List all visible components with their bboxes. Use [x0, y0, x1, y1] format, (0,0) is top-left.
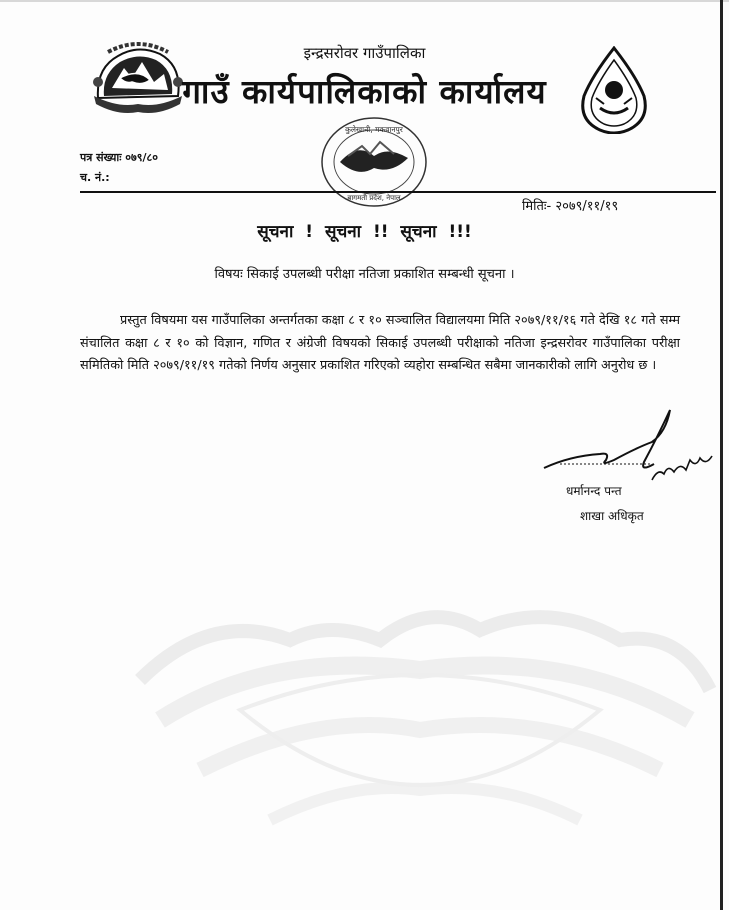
letter-date: मितिः- २०७९/११/१९	[522, 199, 619, 214]
notice-subject: विषयः सिकाई उपलब्धी परीक्षा नतिजा प्रकाशित सम्बन्धी सूचना ।	[214, 267, 515, 282]
office-title: गाउँ कार्यपालिकाको कार्यालय	[182, 72, 547, 111]
stamp-text-bottom: बागमती प्रदेश, नेपाल	[347, 194, 401, 202]
signatory-name: धर्मानन्द पन्त	[566, 484, 622, 498]
scan-right-edge	[720, 0, 723, 910]
signatory-title: शाखा अधिकृत	[580, 509, 644, 523]
handwritten-signature	[540, 402, 720, 482]
municipality-logo-icon	[574, 46, 654, 134]
letter-number: पत्र संख्याः ०७९/८०	[80, 151, 158, 164]
notice-heading: सूचना ! सूचना !! सूचना !!!	[257, 222, 472, 242]
scan-top-edge	[0, 0, 729, 2]
header-divider	[80, 191, 716, 193]
dispatch-number: च. नं.:	[80, 171, 110, 184]
office-stamp	[318, 112, 430, 210]
watermark-seal	[120, 580, 720, 890]
stamp-text-top: कुलेखानी, मकवानपुर	[345, 125, 403, 134]
notice-body: प्रस्तुत विषयमा यस गाउँपालिका अन्तर्गतका कक्षा ८ र १० सञ्चालित विद्यालयमा मिति २०७९/११/१६ गते देखि १८ गते सम्म संचालित कक्षा ८ र १० को विज्ञान, गणित र अंग्रेजी विषयको सिकाई उपलब्धी परीक्षाको नतिजा इन्द्रसरोवर गाउँपालिका परीक्षा समितिको मिति २०७९/११/१९ गतेको निर्णय अनुसार प्रकाशित गरिएको व्यहोरा सम्बन्धित सबैमा जानकारीको लागि अनुरोध छ ।	[80, 313, 680, 373]
municipality-name: इन्द्रसरोवर गाउँपालिका	[303, 44, 426, 62]
